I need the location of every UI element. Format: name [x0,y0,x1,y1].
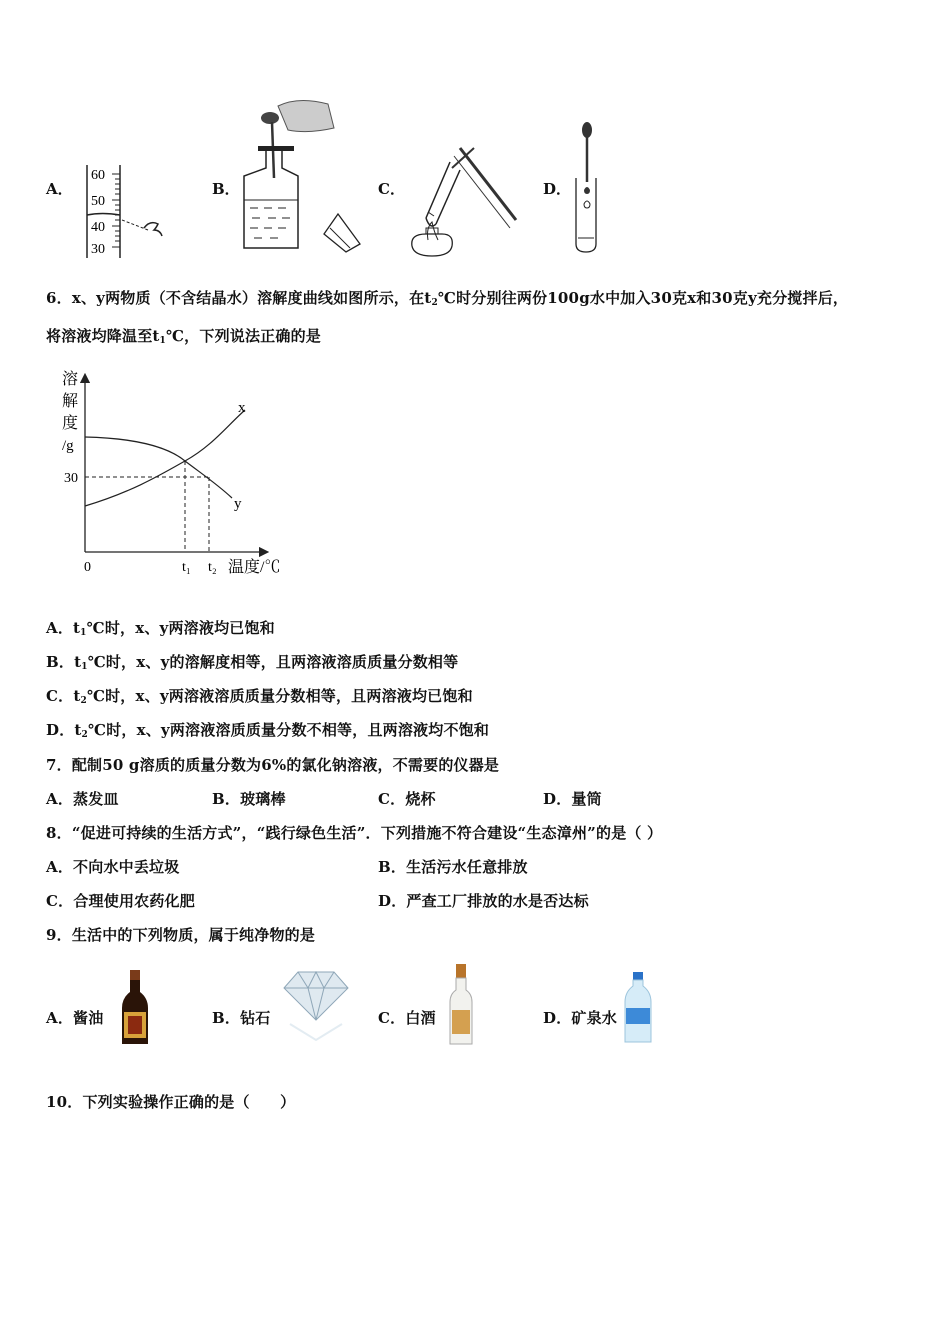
series-x-label: x [238,400,246,416]
ylabel-char-1: 溶 [62,371,79,388]
cylinder-tick-40: 40 [91,220,105,235]
q9-option-a[interactable]: A．酱油 [46,1009,104,1027]
q5-option-d-label: D． [543,180,572,198]
origin-label: 0 [84,560,91,575]
q7-option-a[interactable]: A．蒸发皿 [46,790,119,808]
heating-test-tube-icon [404,142,524,260]
q9-option-d[interactable]: D．矿泉水 [543,1009,618,1027]
solubility-curve-chart [52,366,292,580]
q5-option-c-label: C． [378,180,405,198]
series-y-curve [85,437,232,498]
q7-option-d[interactable]: D．量筒 [543,790,602,808]
ylabel-unit: /g [62,438,74,454]
q8-option-a[interactable]: A．不向水中丢垃圾 [46,858,180,876]
q5-option-a-label: A． [46,180,73,198]
xlabel: 温度/℃ [228,559,281,576]
ylabel-char-2: 解 [62,393,79,410]
q8-stem: 8．“促进可持续的生活方式”，“践行绿色生活”．下列措施不符合建设“生态漳州”的是（ ） [46,824,663,842]
q6-option-a[interactable]: A．$t_1℃$时，x、y两溶液均已饱和 [46,619,275,638]
liquor-bottle-icon [446,962,476,1048]
q6-stem-line1: 6．x、y两物质（不含结晶水）溶解度曲线如图所示，在$t_2℃$时分别往两份100g水中加入30克x和30克y充分搅拌后， [46,289,849,308]
dropper-test-tube-icon [570,120,602,255]
q10-stem: 10．下列实验操作正确的是（ ） [46,1093,296,1111]
q7-option-c[interactable]: C．烧杯 [378,790,436,808]
q9-option-b[interactable]: B．钻石 [212,1009,271,1027]
reagent-bottle-pouring-icon [238,98,366,253]
ylabel-char-3: 度 [62,415,79,432]
q6-option-b[interactable]: B．$t_1℃$时，x、y的溶解度相等，且两溶液溶质质量分数相等 [46,653,459,672]
water-bottle-icon [622,970,654,1046]
q8-option-b[interactable]: B．生活污水任意排放 [378,858,528,876]
q7-stem: 7．配制50 g溶质的质量分数为6%的氯化钠溶液，不需要的仪器是 [46,756,500,774]
q6-option-c[interactable]: C．$t_2℃$时，x、y两溶液溶质质量分数相等，且两溶液均已饱和 [46,687,473,706]
q8-option-c[interactable]: C．合理使用农药化肥 [46,892,195,910]
series-y-label: y [234,496,242,512]
soy-sauce-bottle-icon [118,968,152,1048]
xtick-t2: t₂ [208,560,217,575]
ytick-30: 30 [64,471,78,486]
cylinder-tick-30: 30 [91,242,105,257]
q7-option-b[interactable]: B．玻璃棒 [212,790,286,808]
diamond-icon [280,968,352,1042]
q8-option-d[interactable]: D．严查工厂排放的水是否达标 [378,892,589,910]
series-x-curve [85,410,245,506]
q9-stem: 9．生活中的下列物质，属于纯净物的是 [46,926,316,944]
cylinder-tick-60: 60 [91,168,105,183]
cylinder-tick-50: 50 [91,194,105,209]
q6-option-d[interactable]: D．$t_2℃$时，x、y两溶液溶质质量分数不相等，且两溶液均不饱和 [46,721,490,740]
q9-option-c[interactable]: C．白酒 [378,1009,436,1027]
graduated-cylinder-reading-icon [82,160,172,260]
q5-option-b-label: B． [212,180,240,198]
xtick-t1: t₁ [182,560,191,575]
q6-stem-line2: 将溶液均降温至$t_1℃$，下列说法正确的是 [46,327,321,346]
